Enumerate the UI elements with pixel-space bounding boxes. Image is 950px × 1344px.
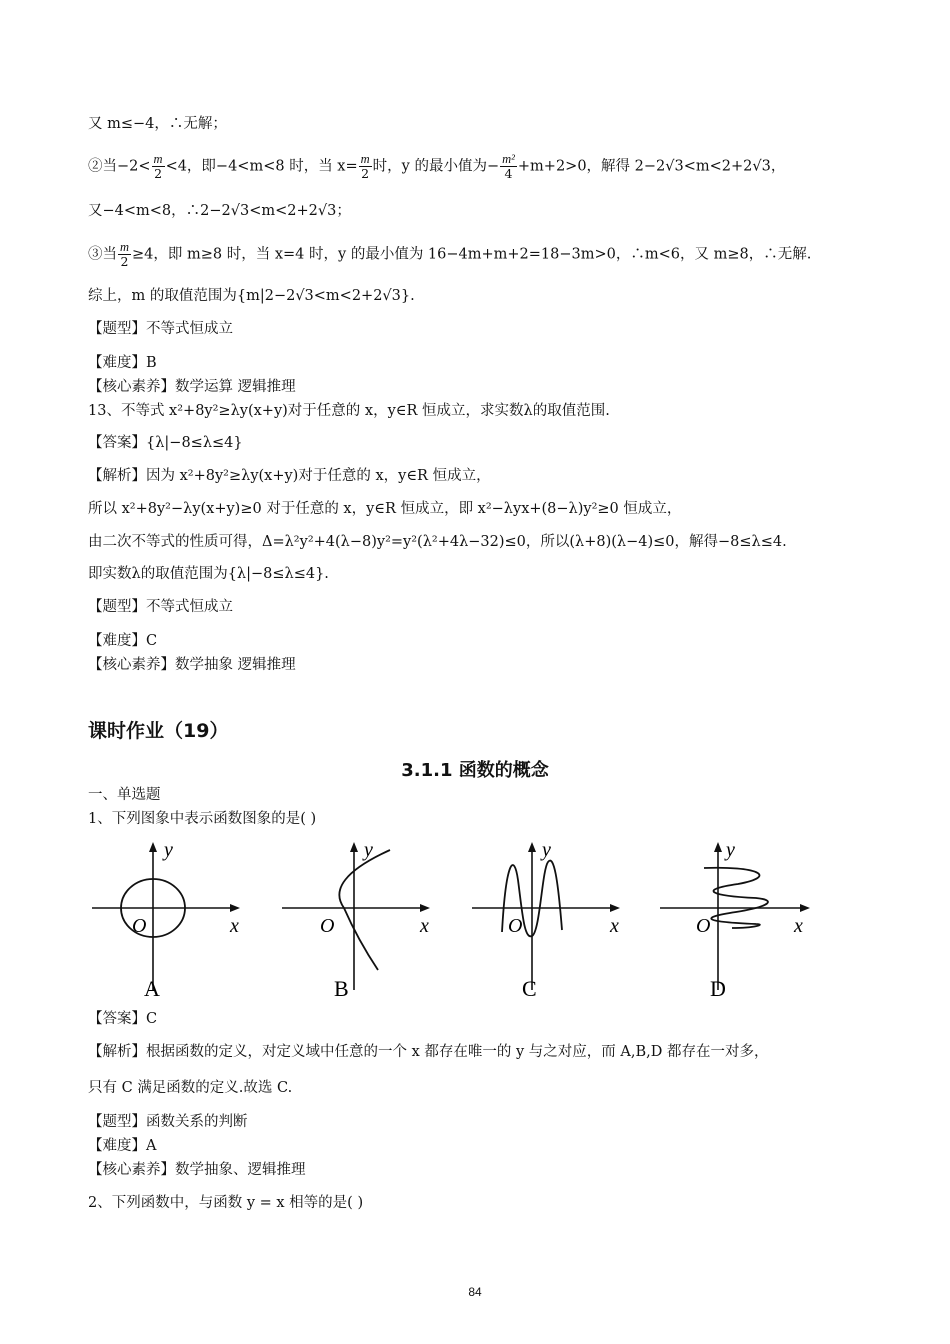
svg-text:y: y	[164, 840, 173, 861]
svg-text:O: O	[320, 915, 335, 937]
text-line-case3: ③当 $\frac{m}{2}$ ≥4，即 m≥8 时，当 x=4 时，y 的最小值为 16−4m+m+2=18−3m>0，∴m<6，又 m≥8，∴无解.	[88, 240, 812, 269]
section-subtitle: 3.1.1 函数的概念	[401, 760, 549, 781]
graph-a	[88, 840, 258, 1000]
text-line: 【核心素养】数学抽象 逻辑推理	[88, 657, 296, 673]
svg-text:x: x	[610, 915, 619, 937]
text-line: 【题型】不等式恒成立	[88, 321, 233, 337]
text-line: 由二次不等式的性质可得，Δ=λ²y²+4(λ−8)y²=y²(λ²+4λ−32)≤0，所以(λ+8)(λ−4)≤0，解得−8≤λ≤4.	[88, 534, 787, 550]
graph-b	[278, 840, 448, 1000]
text-line: 一、单选题	[88, 787, 161, 803]
text-line: 【核心素养】数学抽象、逻辑推理	[88, 1162, 306, 1178]
text-line: 【题型】不等式恒成立	[88, 599, 233, 615]
text-line: 【难度】B	[88, 355, 157, 371]
svg-text:D: D	[710, 976, 726, 1000]
svg-text:y: y	[726, 840, 735, 861]
text-line: 【解析】因为 x²+8y²≥λy(x+y)对于任意的 x，y∈R 恒成立，	[88, 468, 491, 484]
fraction: $\frac{m}{2}$	[153, 152, 163, 181]
svg-text:x: x	[230, 915, 239, 937]
svg-text:x: x	[420, 915, 429, 937]
svg-text:O: O	[132, 915, 147, 937]
svg-text:A: A	[144, 976, 160, 1000]
question-13: 13、不等式 x²+8y²≥λy(x+y)对于任意的 x，y∈R 恒成立，求实数λ的取值范围.	[88, 403, 610, 419]
page-number: 84	[468, 1285, 482, 1299]
text-line: 又 m≤−4，∴无解；	[88, 116, 227, 132]
svg-text:x: x	[794, 915, 803, 937]
svg-text:y: y	[364, 840, 373, 861]
svg-text:B: B	[334, 976, 349, 1000]
question-1: 1、下列图象中表示函数图象的是( )	[88, 811, 317, 827]
text-line-case2: ②当−2< $\frac{m}{2}$ <4，即−4<m<8 时，当 x= $\frac{m}{2}$ 时，y 的最小值为− $\frac{\text{m²}}{4}$ +m+2>0，解得 2−2√3<m<2+2√3，	[88, 152, 786, 181]
section-title: 课时作业（19）	[88, 720, 229, 742]
graph-c	[468, 840, 638, 1000]
text-line: 【难度】C	[88, 633, 158, 649]
fraction: $\frac{\text{m²}}{4}$	[502, 152, 515, 181]
text-line: 即实数λ的取值范围为{λ|−8≤λ≤4}.	[88, 566, 329, 582]
svg-text:O: O	[696, 915, 711, 937]
question-2: 2、下列函数中，与函数 y = x 相等的是( )	[88, 1195, 364, 1211]
text-line: 【题型】函数关系的判断	[88, 1114, 248, 1130]
svg-text:y: y	[542, 840, 551, 861]
text-line: 【难度】A	[88, 1138, 157, 1154]
text-line: 【答案】{λ|−8≤λ≤4}	[88, 435, 243, 451]
text-line: 综上，m 的取值范围为{m|2−2√3<m<2+2√3}.	[88, 288, 415, 304]
svg-text:O: O	[508, 915, 523, 937]
text-line: 所以 x²+8y²−λy(x+y)≥0 对于任意的 x，y∈R 恒成立，即 x²−λyx+(8−λ)y²≥0 恒成立，	[88, 501, 682, 517]
fraction: $\frac{m}{2}$	[360, 152, 370, 181]
text-line: 【答案】C	[88, 1011, 158, 1027]
svg-text:C: C	[522, 976, 537, 1000]
text-line: 又−4<m<8，∴2−2√3<m<2+2√3；	[88, 203, 351, 219]
graph-d	[656, 840, 826, 1000]
text-line: 只有 C 满足函数的定义.故选 C.	[88, 1080, 293, 1096]
text-line: 【解析】根据函数的定义，对定义域中任意的一个 x 都存在唯一的 y 与之对应，而 A,B,D 都存在一对多，	[88, 1044, 769, 1060]
text-line: 【核心素养】数学运算 逻辑推理	[88, 379, 296, 395]
fraction: $\frac{m}{2}$	[120, 240, 130, 269]
